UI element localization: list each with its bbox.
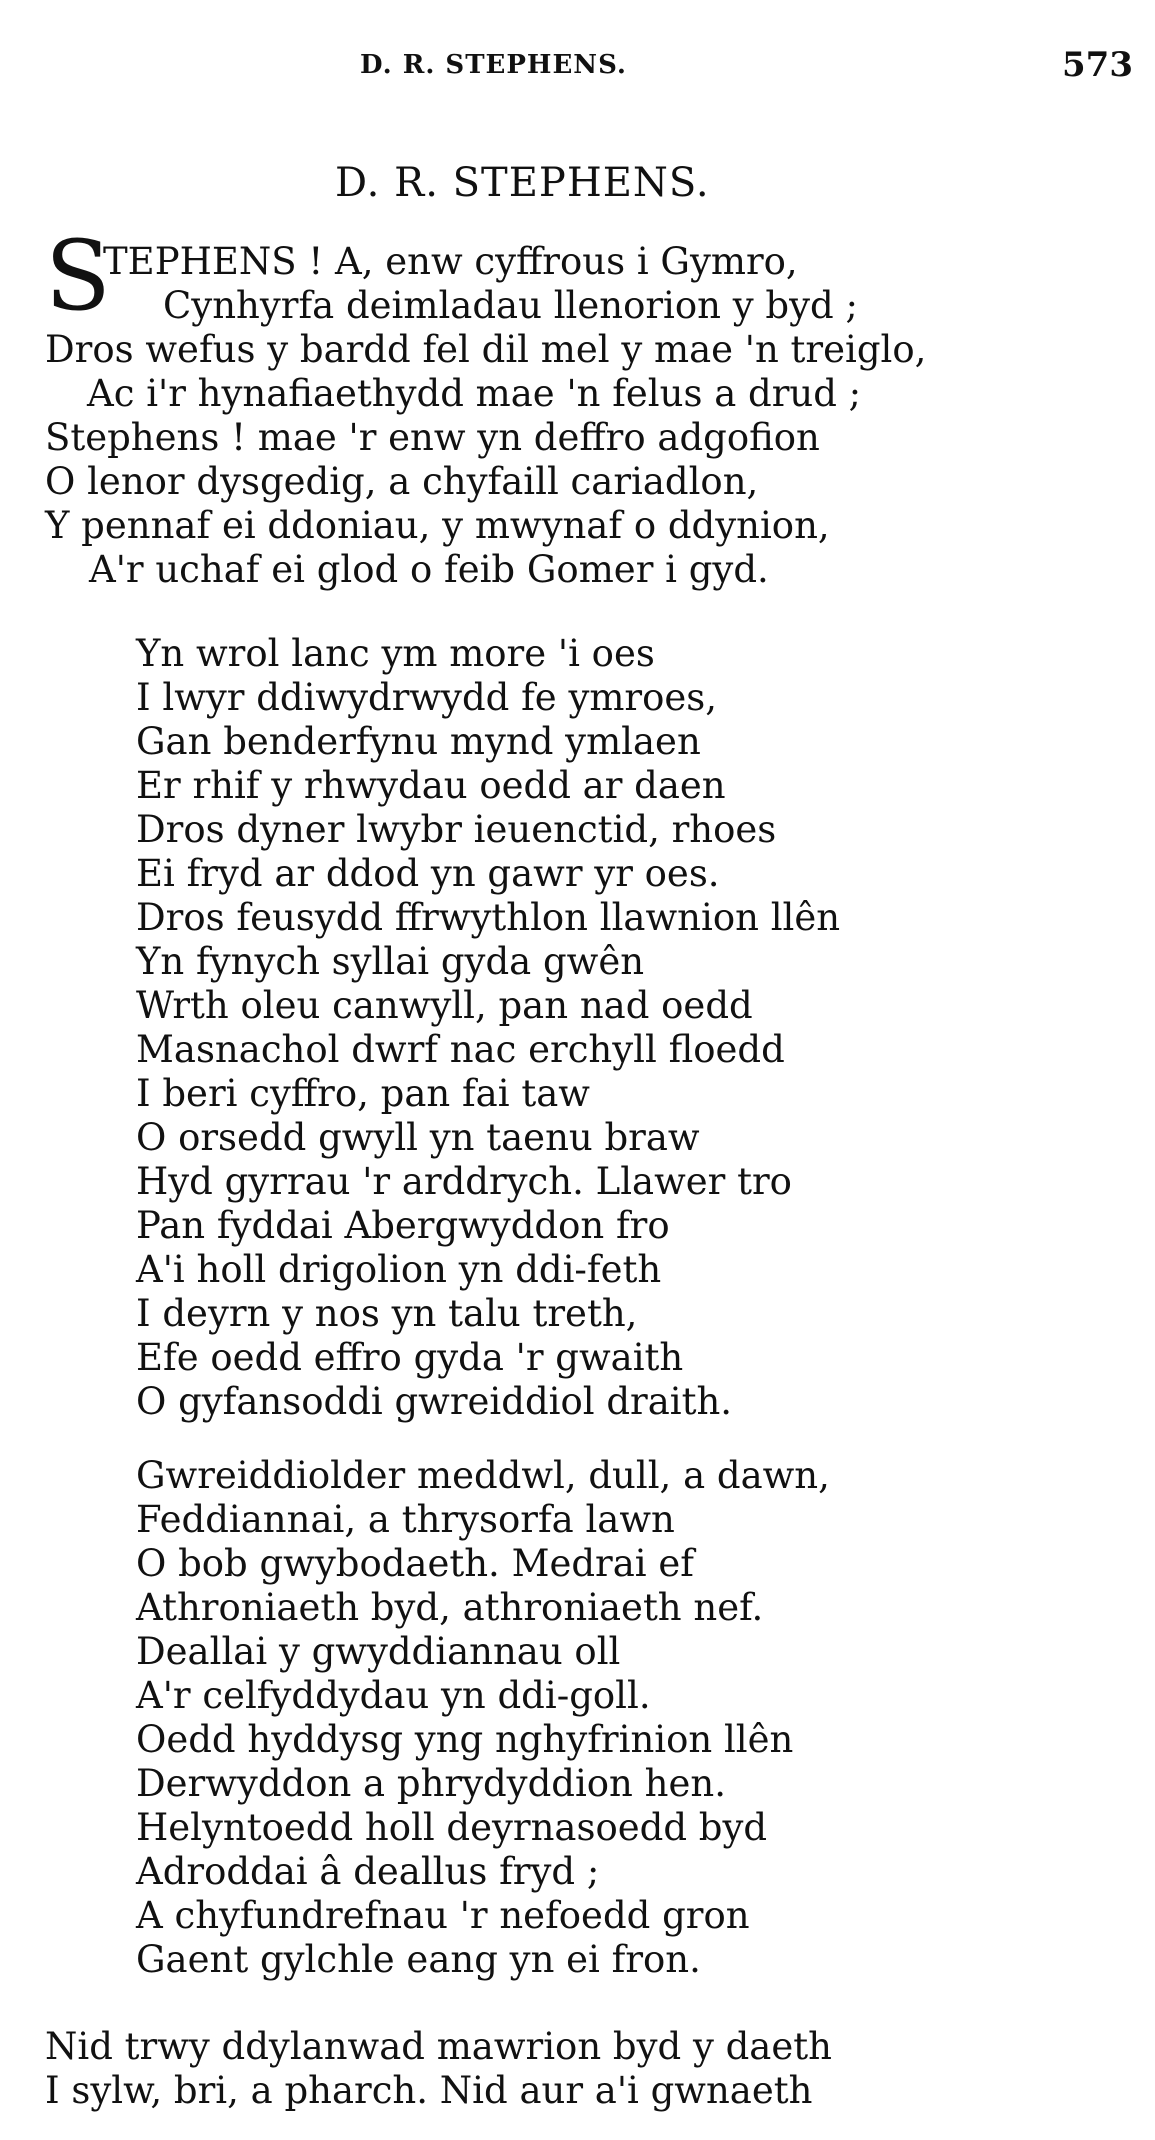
stanza-3 — [136, 1454, 830, 1982]
verse-line: I deyrn y nos yn talu treth, — [136, 1292, 638, 1335]
verse-line: Hyd gyrrau 'r arddrych. Llawer tro — [136, 1160, 792, 1203]
verse-line: O gyfansoddi gwreiddiol draith. — [136, 1380, 733, 1423]
verse-line: I sylw, bri, a pharch. Nid aur a'i gwnaeth — [45, 2069, 813, 2112]
verse-line: Dros dyner lwybr ieuenctid, rhoes — [136, 808, 777, 851]
poem-title: D. R. STEPHENS. — [335, 160, 710, 206]
verse-line: Masnachol dwrf nac erchyll floedd — [136, 1028, 785, 1071]
verse-line: Stephens ! mae 'r enw yn deffro adgofion — [45, 416, 820, 459]
verse-line: Yn fynych syllai gyda gwên — [136, 940, 645, 983]
verse-line: Derwyddon a phrydyddion hen. — [136, 1762, 726, 1805]
page-number: 573 — [1062, 45, 1133, 85]
drop-cap: S — [45, 220, 111, 332]
verse-line: Er rhif y rhwydau oedd ar daen — [136, 764, 726, 807]
verse-line: Ac i'r hynafiaethydd mae 'n felus a drud ; — [87, 372, 862, 415]
verse-line: Gwreiddiolder meddwl, dull, a dawn, — [136, 1454, 830, 1497]
stanza-2 — [136, 632, 840, 1424]
verse-line: Cynhyrfa deimladau llenorion y byd ; — [163, 284, 858, 327]
verse-line: Athroniaeth byd, athroniaeth nef. — [136, 1586, 764, 1629]
verse-line: Gaent gylchle eang yn ei fron. — [136, 1938, 701, 1981]
verse-line: Efe oedd effro gyda 'r gwaith — [136, 1336, 684, 1379]
stanza-1 — [45, 240, 926, 592]
verse-line: Gan benderfynu mynd ymlaen — [136, 720, 701, 763]
verse-line: TEPHENS ! A, enw cyffrous i Gymro, — [103, 240, 798, 283]
verse-line: Ei fryd ar ddod yn gawr yr oes. — [136, 852, 720, 895]
verse-line: A'r uchaf ei glod o feib Gomer i gyd. — [89, 548, 769, 591]
verse-line: Dros feusydd ffrwythlon llawnion llên — [136, 896, 841, 939]
verse-line: I beri cyffro, pan fai taw — [136, 1072, 590, 1115]
verse-line: A'r celfyddydau yn ddi-goll. — [136, 1674, 651, 1717]
verse-line: Dros wefus y bardd fel dil mel y mae 'n treiglo, — [45, 328, 927, 371]
verse-line: Yn wrol lanc ym more 'i oes — [136, 632, 655, 675]
verse-line: A'i holl drigolion yn ddi-feth — [136, 1248, 662, 1291]
verse-line: Helyntoedd holl deyrnasoedd byd — [136, 1806, 768, 1849]
verse-line: Pan fyddai Abergwyddon fro — [136, 1204, 670, 1247]
stanza-4 — [45, 2025, 832, 2113]
verse-line: Y pennaf ei ddoniau, y mwynaf o ddynion, — [45, 504, 830, 547]
verse-line: Nid trwy ddylanwad mawrion byd y daeth — [45, 2025, 832, 2068]
verse-line: O bob gwybodaeth. Medrai ef — [136, 1542, 694, 1585]
verse-line: A chyfundrefnau 'r nefoedd gron — [136, 1894, 750, 1937]
verse-line: Adroddai â deallus fryd ; — [136, 1850, 600, 1893]
verse-line: O orsedd gwyll yn taenu braw — [136, 1116, 700, 1159]
verse-line: Feddiannai, a thrysorfa lawn — [136, 1498, 675, 1541]
verse-line: Oedd hyddysg yng nghyfrinion llên — [136, 1718, 794, 1761]
verse-line: Deallai y gwyddiannau oll — [136, 1630, 621, 1673]
running-head: D. R. STEPHENS. — [360, 50, 627, 80]
verse-line: O lenor dysgedig, a chyfaill cariadlon, — [45, 460, 759, 503]
verse-line: Wrth oleu canwyll, pan nad oedd — [136, 984, 753, 1027]
verse-line: I lwyr ddiwydrwydd fe ymroes, — [136, 676, 718, 719]
